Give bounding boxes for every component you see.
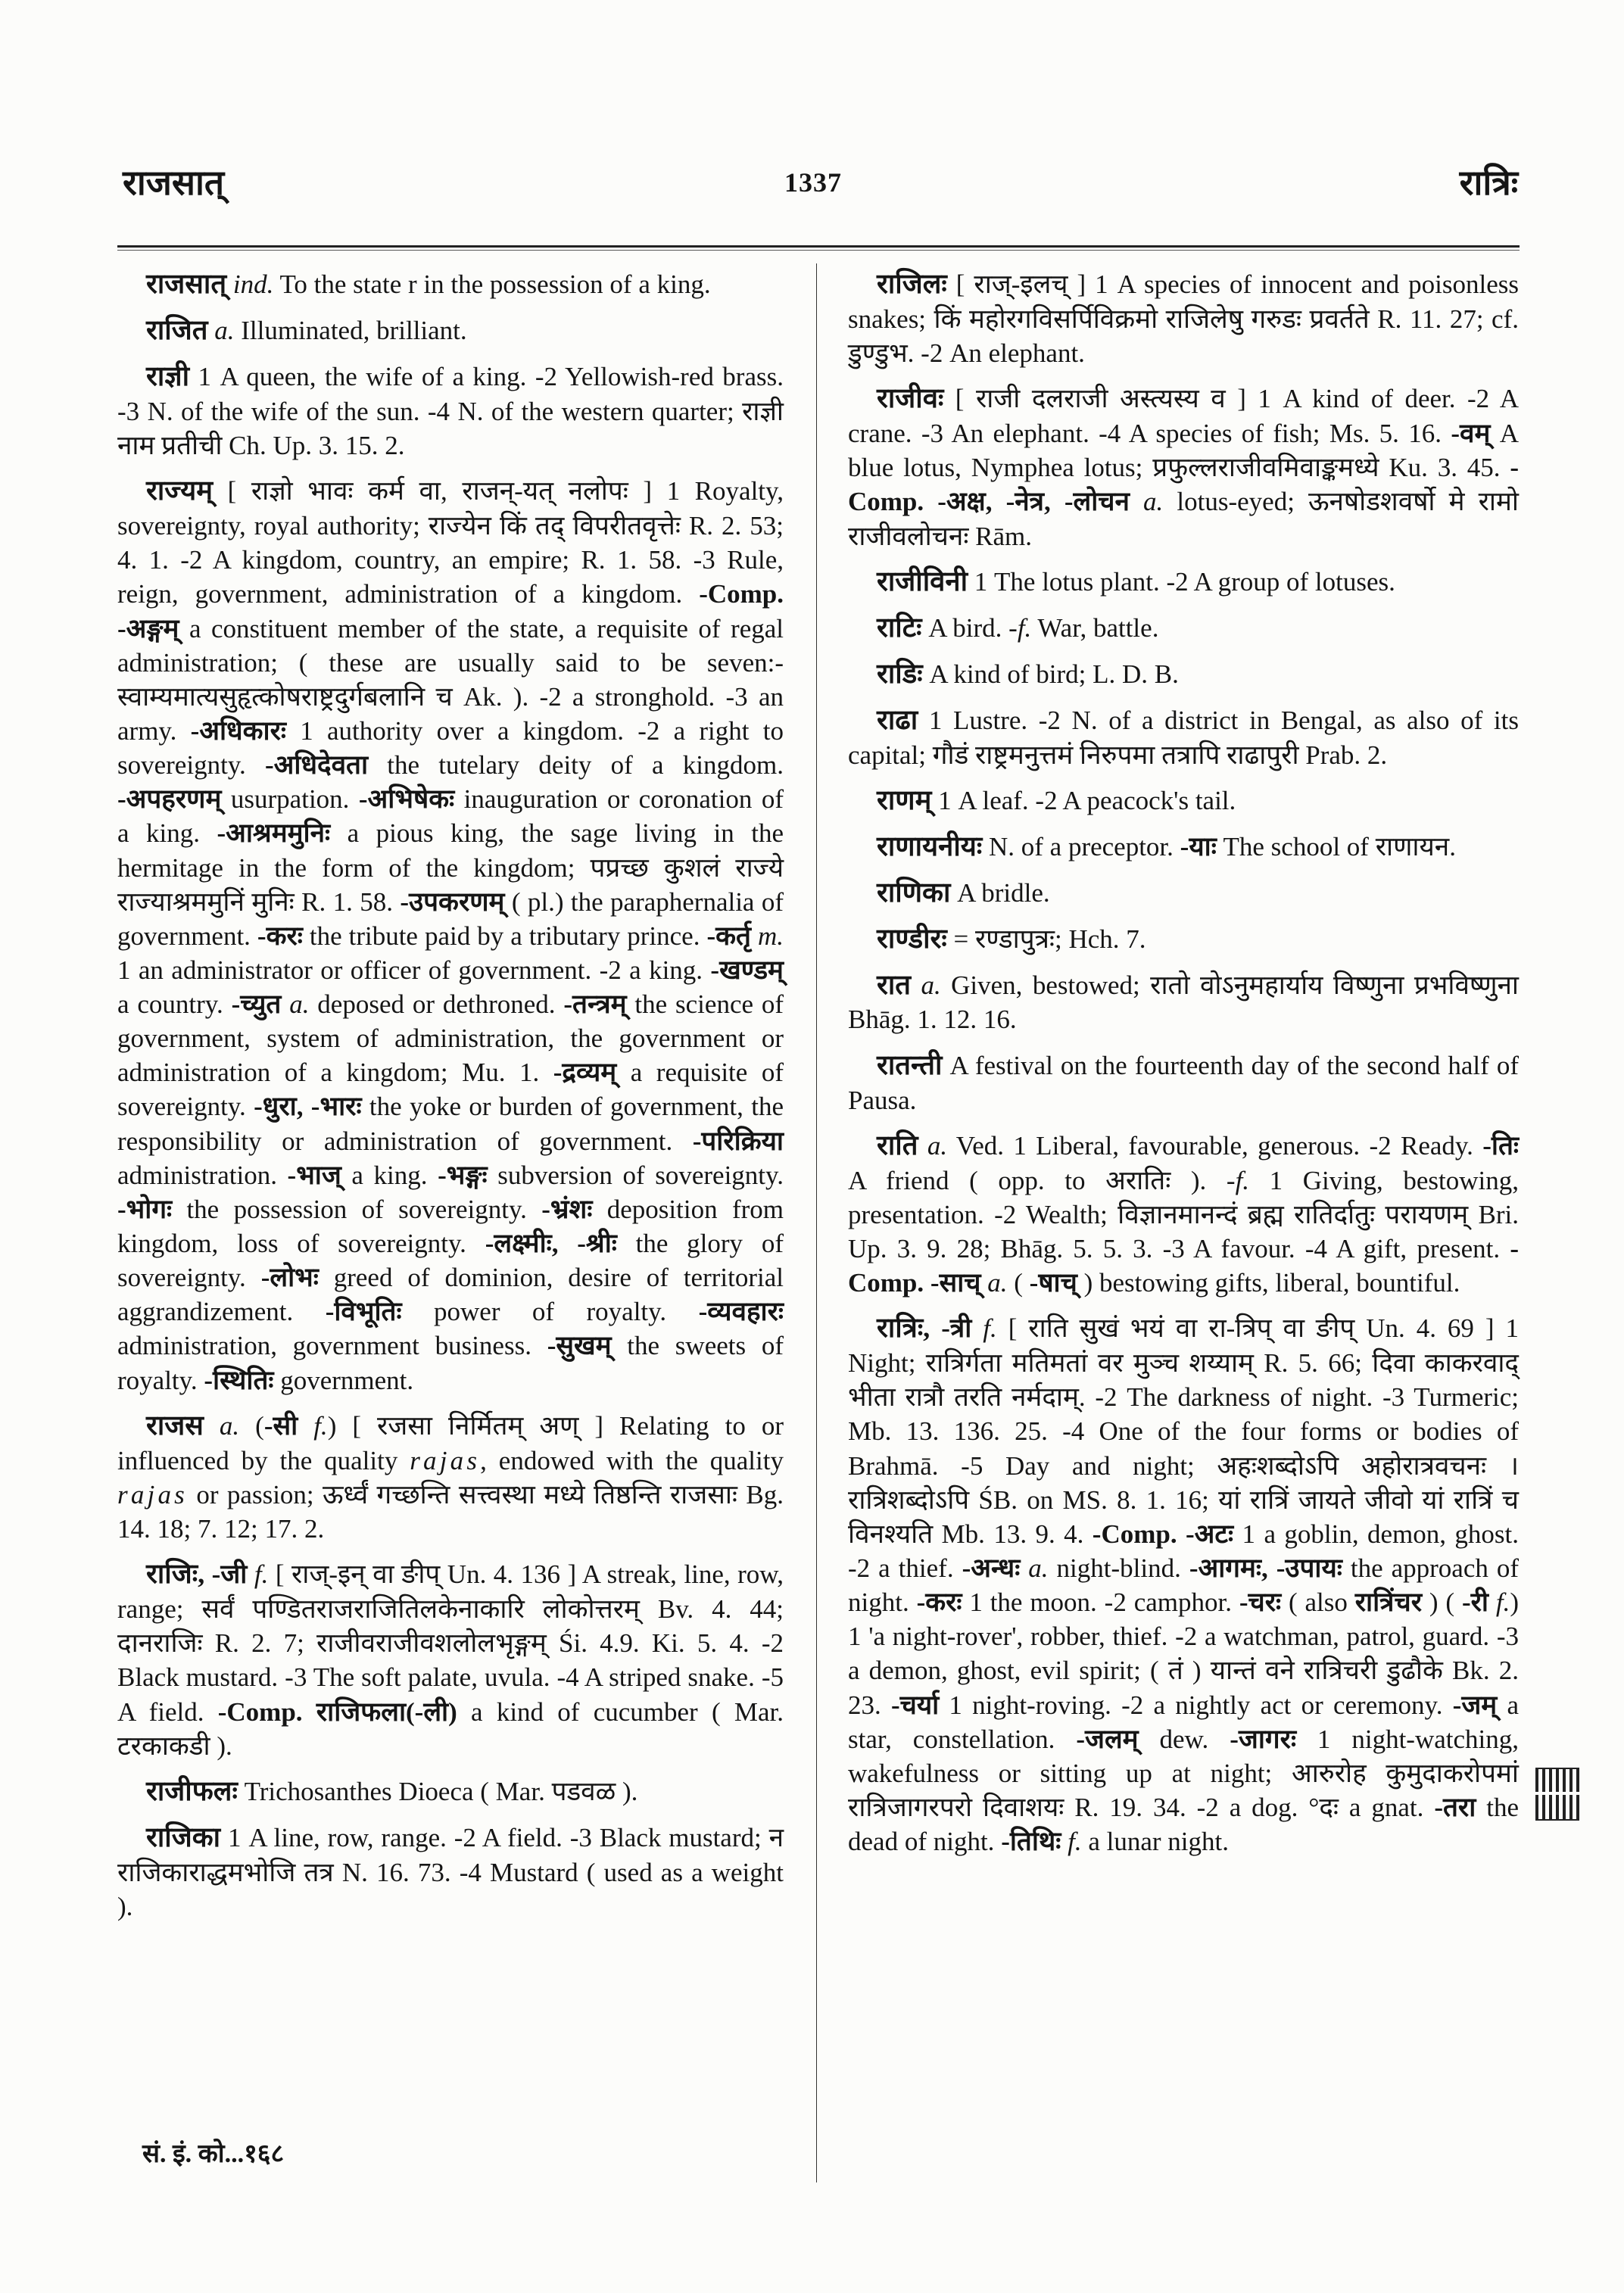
definition-text: Illuminated, brilliant. [234, 315, 467, 345]
definition-text: ) ( [1422, 1587, 1462, 1618]
italic-label: f. [1017, 612, 1032, 643]
definition-text: ( pl.) the paraphernalia of government. [117, 886, 784, 951]
definition-text: 1 Giving, bestowing, presentation. -2 Wealth; विज्ञानमानन्दं ब्रह्म रातिर्दातुः परायणम् Bri. Up. 3. 9. 28; Bhāg. 5. 5. 3. -3 A favour. -4 A gift, present. [848, 1165, 1519, 1263]
definition-text: deposition from kingdom, loss of sovereignty. [117, 1194, 784, 1259]
definition-text: administration. [117, 1160, 288, 1190]
definition-text: [ राज्-इन् वा ङीप् Un. 4. 136 ] A streak, line, row, range; सर्वं पण्डितराजराजितिलकेनाकारि लोकोत्तरम् Bv. 4. 44; दानराजिः R. 2. 7; राजीवराजीवशलोलभृङ्गम् Śi. 4.9. Ki. 5. 4. -2 Black mustard. -3 The soft palate, uvula. -4 A striped snake. -5 A field. [117, 1559, 784, 1727]
dictionary-entry [117, 1556, 784, 1763]
entry-headword: राजीवः [877, 383, 944, 414]
entry-headword: राजसात् [146, 269, 227, 299]
italic-label: ind. [226, 269, 274, 299]
definition-text: or passion; ऊर्ध्वं गच्छन्ति सत्त्वस्था मध्ये तिष्ठन्ति राजसाः Bg. 14. 18; 7. 12; 17. 2. [117, 1479, 784, 1544]
definition-text: night-blind. [1048, 1553, 1189, 1584]
italic-label: f. [247, 1559, 269, 1590]
definition-text: ( [1007, 1268, 1030, 1298]
definition-text: 1 authority over a kingdom. -2 a right to sovereignty. [117, 715, 784, 780]
bold-subentry: -लोभः [260, 1263, 319, 1293]
bold-subentry: -अभिषेकः [358, 784, 455, 815]
bold-subentry: -तरा [1434, 1793, 1476, 1822]
italic-label: f. [1488, 1587, 1510, 1618]
definition-text: 1 A line, row, range. -2 A field. -3 Black mustard; न राजिकाराद्धमभोजि तत्र N. 16. 73. -4 Mustard ( used as a weight ). [117, 1822, 784, 1921]
entry-headword: राजिका [146, 1821, 221, 1852]
definition-text: dew. [1138, 1724, 1230, 1754]
definition-text: 1 The lotus plant. -2 A group of lotuses. [968, 566, 1395, 597]
definition-text: power of royalty. [401, 1297, 699, 1327]
entry-headword: राढा [877, 704, 918, 735]
header-rule [117, 245, 1520, 251]
dictionary-entry [848, 921, 1519, 957]
entry-headword: राणम् [877, 784, 932, 815]
dictionary-entry [848, 967, 1519, 1037]
dictionary-entry [117, 473, 784, 1397]
dictionary-entry [848, 1128, 1519, 1301]
bold-subentry: -तन्त्रम् [563, 989, 627, 1020]
dictionary-entry [848, 266, 1519, 370]
bold-subentry: -Comp. -अङ्गम् [117, 579, 784, 643]
dictionary-entry [117, 359, 784, 463]
bold-subentry: -तिः [1482, 1130, 1520, 1161]
italic-label: f. [971, 1313, 997, 1344]
definition-text: the glory of sovereignty. [117, 1229, 784, 1293]
bold-subentry: -चरः [1239, 1587, 1282, 1618]
bold-subentry: -याः [1180, 831, 1217, 861]
definition-text: the approach of night. [848, 1553, 1520, 1618]
definition-text: the dead of night. [848, 1793, 1519, 1857]
definition-text: N. of a preceptor. [982, 831, 1180, 861]
bold-subentry: -जागरः [1230, 1724, 1297, 1754]
dictionary-entry [848, 783, 1519, 818]
definition-text: 1 an administrator or officer of government. -2 a king. [117, 955, 711, 985]
bold-subentry: -भोगः [117, 1194, 173, 1224]
bold-subentry: -उपकरणम् [400, 886, 505, 917]
italic-label: a. [911, 970, 941, 1000]
bold-subentry: -री [1461, 1587, 1488, 1618]
definition-text: a country. [117, 989, 232, 1020]
italic-label: f. [1061, 1827, 1082, 1857]
dictionary-entry [848, 1048, 1519, 1117]
bold-subentry: -अधिदेवता [265, 750, 369, 780]
thumb-index-mark [1535, 1768, 1579, 1821]
definition-text: ( [239, 1410, 264, 1441]
definition-text: Trichosanthes Dioeca ( Mar. पडवळ ). [237, 1776, 638, 1806]
italic-label: f. [1235, 1165, 1250, 1195]
definition-text: [ राति सुखं भयं वा रा-त्रिप् वा ङीप् Un. 4. 69 ] 1 Night; रात्रिर्गता मतिमतां वर मुञ्च शय्याम् R. 5. 66; दिवा काकरवाद् भीता रात्रौ तरति नर्मदाम्. -2 The darkness of night. -3 Turmeric; Mb. 13. 136. 25. -4 One of the four forms or bodies of Brahmā. -5 Day and night; अहःशब्दोऽपि अहोरात्रवचनः । रात्रिशब्दोऽपि ŚB. on MS. 8. 1. 16; यां रात्रिं जायते जीवो यां रात्रिं च विनश्यति Mb. 13. 9. 4. [848, 1313, 1519, 1549]
dictionary-entry [117, 313, 784, 348]
italic-label: a. [207, 315, 235, 345]
bold-subentry: -स्थितिः [204, 1365, 274, 1395]
dictionary-entry [117, 266, 784, 302]
entry-headword: राजित [146, 314, 208, 345]
bold-subentry: -च्युत [231, 989, 282, 1020]
dictionary-entry [848, 875, 1519, 911]
definition-text: 1 night-watching, wakefulness or sitting up at night; आरुरोह कुमुदाकरोपमां रात्रिजागरपरो दिवाशयः R. 19. 34. -2 a dog. °दः a gnat. [848, 1724, 1519, 1822]
bold-subentry: -धुरा, -भारः [254, 1092, 362, 1122]
definition-text: Given, bestowed; रातो वोऽनुमहार्याय विष्णुना प्रभविष्णुना Bhāg. 1. 12. 16. [848, 970, 1519, 1035]
definition-text: the possession of sovereignty. [172, 1194, 542, 1224]
entry-headword: राजिः, [146, 1559, 205, 1590]
entry-headword: राजस [146, 1410, 204, 1441]
bold-subentry: -त्री [930, 1313, 972, 1344]
definition-text: greed of dominion, desire of territorial aggrandizement. [117, 1263, 784, 1327]
entry-headword: राणायनीयः [877, 830, 983, 861]
bold-subentry: -भाज् [287, 1160, 341, 1190]
entry-headword: राजिलः [877, 269, 947, 299]
bold-subentry: -खण्डम् [710, 955, 784, 985]
definition-text: a constituent member of the state, a requisite of regal administration; ( these are usually said to be seven:-स्वाम्यमात्यसुहृत्कोषराष्ट्रदुर्गबलानि च Ak. ). -2 a stronghold. -3 an army. [117, 613, 784, 746]
dictionary-entry [848, 703, 1519, 772]
page-number: 1337 [784, 167, 842, 198]
definition-text: a lunar night. [1081, 1827, 1229, 1857]
definition-text: 1 night-roving. -2 a nightly act or ceremony. [939, 1690, 1453, 1720]
definition-text: 1 a goblin, demon, ghost. -2 a thief. [848, 1519, 1519, 1584]
bold-subentry: -करः [257, 921, 303, 951]
definition-text: A bridle. [950, 877, 1050, 908]
footer-signature-mark: सं. इं. को...१६८ [142, 2140, 285, 2168]
definition-text: the tutelary deity of a kingdom. [368, 750, 784, 780]
entry-headword: रातन्ती [877, 1049, 943, 1080]
definition-text: usurpation. [221, 784, 359, 815]
bold-subentry: -द्रव्यम् [553, 1058, 617, 1088]
definition-text: 1 A leaf. -2 A peacock's tail. [931, 785, 1236, 815]
definition-text: 1 Lustre. -2 N. of a district in Bengal, as also of its capital; गौडं राष्ट्रमनुत्तमं निरुपमा तत्रापि राढापुरी Prab. 2. [848, 705, 1519, 770]
italic-term: rajas [117, 1479, 188, 1509]
entry-headword: राटिः [877, 612, 922, 643]
definition-text: , endowed with the quality [480, 1445, 784, 1475]
bold-subentry: -अपहरणम् [117, 784, 222, 815]
definition-text: ( also [1281, 1587, 1355, 1618]
italic-label: f. [298, 1410, 328, 1441]
definition-text: a king. [341, 1160, 438, 1190]
italic-label: a. [980, 1268, 1008, 1298]
definition-text: [ राज्-इलच् ] 1 A species of innocent and poisonless snakes; किं महोरगविसर्पिविक्रमो राजिलेषु गरुडः प्रवर्तते R. 11. 27; cf. डुण्डुभ. -2 An elephant. [848, 269, 1519, 369]
bold-subentry: -सुखम् [547, 1331, 612, 1361]
entry-headword: राति [877, 1129, 918, 1161]
definition-text: ) bestowing gifts, liberal, bountiful. [1077, 1268, 1460, 1298]
bold-subentry: -Comp. -अटः [1092, 1519, 1234, 1549]
definition-text: [ राज्ञो भावः कर्म वा, राजन्-यत् नलोपः ] 1 Royalty, sovereignty, royal authority; राज्येन किं तद् विपरीतवृत्तेः R. 2. 53; 4. 1. -2 A kingdom, country, an empire; R. 1. 58. -3 Rule, reign, government, administration of a kingdom. [117, 476, 784, 609]
entry-headword: राज्ञी [146, 360, 190, 391]
italic-label: a. [281, 989, 310, 1020]
bold-subentry: -Comp. राजिफला(-ली) [217, 1696, 457, 1727]
bold-subentry: -तिथिः [1001, 1827, 1061, 1857]
definition-text: 1 A queen, the wife of a king. -2 Yellowish-red brass. -3 N. of the wife of the sun. -4 N. of the western quarter; राज्ञी नाम प्रतीची Ch. Up. 3. 15. 2. [117, 361, 784, 460]
definition-text: government. [273, 1365, 414, 1395]
bold-subentry: -भङ्गः [438, 1160, 488, 1190]
dictionary-entry [117, 1774, 784, 1809]
definition-text: Ved. 1 Liberal, favourable, generous. -2 Ready. [947, 1130, 1483, 1161]
definition-text: a kind of cucumber ( Mar. टरकाकडी ). [117, 1696, 784, 1761]
column-divider [816, 263, 817, 2182]
bold-subentry: रात्रिंचर [1354, 1587, 1423, 1618]
bold-subentry: -सी [263, 1410, 298, 1441]
definition-text: a star, constellation. [848, 1690, 1519, 1754]
definition-text: a requisite of sovereignty. [117, 1058, 784, 1122]
italic-label: m. [750, 921, 784, 951]
header-left-guide-word: राजसात् [123, 164, 225, 202]
italic-label: a. [1020, 1553, 1049, 1584]
italic-label: a. [203, 1410, 240, 1441]
left-column [117, 266, 784, 2114]
definition-text: [ राजी दलराजी अस्त्यस्य व ] 1 A kind of deer. -2 A crane. -3 An elephant. -4 A species of fish; Ms. 5. 16. [848, 384, 1519, 449]
entry-headword: रात्रिः, [877, 1313, 930, 1344]
definition-text: War, battle. [1031, 612, 1159, 643]
bold-subentry: -जम् [1452, 1690, 1498, 1720]
definition-text: lotus-eyed; ऊनषोडशवर्षो मे रामो राजीवलोचनः Rām. [848, 487, 1519, 551]
bold-subentry: -अधिकारः [190, 715, 286, 746]
definition-text: A kind of bird; L. D. B. [922, 659, 1179, 689]
definition-text: inauguration or coronation of a king. [117, 784, 784, 849]
bold-subentry: -Comp. -साच् [848, 1233, 1519, 1298]
bold-subentry: -लक्ष्मीः, -श्रीः [485, 1229, 617, 1259]
entry-headword: राणिका [877, 877, 951, 908]
definition-text: A festival on the fourteenth day of the second half of Pausa. [848, 1050, 1519, 1115]
dictionary-entry [117, 1408, 784, 1546]
bold-subentry: -व्यवहारः [698, 1297, 784, 1327]
definition-text: deposed or dethroned. [309, 989, 564, 1020]
bold-subentry: -वम् [1451, 419, 1491, 449]
definition-text: = रण्डापुत्रः; Hch. 7. [946, 924, 1146, 954]
definition-text: A blue lotus, Nymphea lotus; प्रफुल्लराजीवमिवाङ्कमध्ये Ku. 3. 45. [848, 419, 1520, 483]
bold-subentry: -जलम् [1076, 1724, 1139, 1754]
bold-subentry: -आगमः, -उपायः [1189, 1553, 1342, 1584]
bold-subentry: -आश्रममुनिः [217, 818, 331, 849]
dictionary-entry [848, 829, 1519, 865]
dictionary-entry [848, 656, 1519, 692]
bold-subentry: -चर्या [890, 1690, 940, 1720]
italic-label: a. [1129, 487, 1164, 517]
definition-text: the sweets of royalty. [117, 1331, 784, 1395]
entry-headword: रात [877, 969, 912, 1000]
definition-text: the yoke or burden of government, the responsibility or administration of government. [117, 1092, 784, 1156]
dictionary-entry [848, 610, 1519, 646]
bold-subentry: -भ्रंशः [541, 1194, 593, 1224]
dictionary-entry [848, 564, 1519, 600]
bold-subentry: -विभूतिः [325, 1297, 402, 1327]
dictionary-entry [848, 381, 1519, 553]
italic-label: a. [918, 1130, 948, 1161]
italic-term: rajas [410, 1445, 481, 1475]
definition-text: ) [ रजसा निर्मितम् अण् ] Relating to or influenced by the quality [117, 1410, 784, 1475]
definition-text: the tribute paid by a tributary prince. [302, 921, 707, 951]
dictionary-entry [117, 1820, 784, 1924]
definition-text: the science of government, system of administration, the government or administration of a kingdom; Mu. 1. [117, 989, 784, 1088]
definition-text: ) 1 'a night-rover', robber, thief. -2 a watchman, patrol, guard. -3 a demon, ghost, evil spirit; ( तं ) यान्तं वने रात्रिचरी डुढौके Bk. 2. 23. [848, 1587, 1519, 1720]
entry-headword: राडिः [877, 658, 923, 689]
entry-headword: राण्डीरः [877, 923, 947, 954]
bold-subentry: -कर्तृ [706, 921, 751, 951]
definition-text: administration, government business. [117, 1331, 547, 1361]
entry-headword: राज्यम् [146, 475, 213, 506]
definition-text: 1 the moon. -2 camphor. [962, 1587, 1239, 1618]
bold-subentry: -जी [204, 1559, 248, 1590]
definition-text: A bird. - [921, 612, 1018, 643]
definition-text: The school of राणायन. [1216, 831, 1456, 861]
right-column [848, 266, 1519, 2174]
bold-subentry: -परिक्रिया [692, 1126, 784, 1156]
definition-text: To the state r in the possession of a king. [273, 269, 711, 299]
bold-subentry: -षाच् [1029, 1268, 1077, 1298]
bold-subentry: -करः [916, 1587, 962, 1618]
entry-headword: राजीफलः [146, 1775, 238, 1806]
definition-text: subversion of sovereignty. [487, 1160, 784, 1190]
definition-text: a pious king, the sage living in the hermitage in the form of the kingdom; पप्रच्छ कुशलं राज्ये राज्याश्रममुनिं मुनिः R. 1. 58. [117, 818, 784, 917]
bold-subentry: -अन्धः [962, 1553, 1021, 1584]
definition-text: A friend ( opp. to अरातिः ). - [848, 1165, 1236, 1195]
header-right-guide-word: रात्रिः [1459, 164, 1518, 202]
dictionary-entry [848, 1310, 1519, 1858]
entry-headword: राजीविनी [877, 565, 968, 597]
bold-subentry: -Comp. -अक्ष, -नेत्र, -लोचन [848, 453, 1519, 517]
